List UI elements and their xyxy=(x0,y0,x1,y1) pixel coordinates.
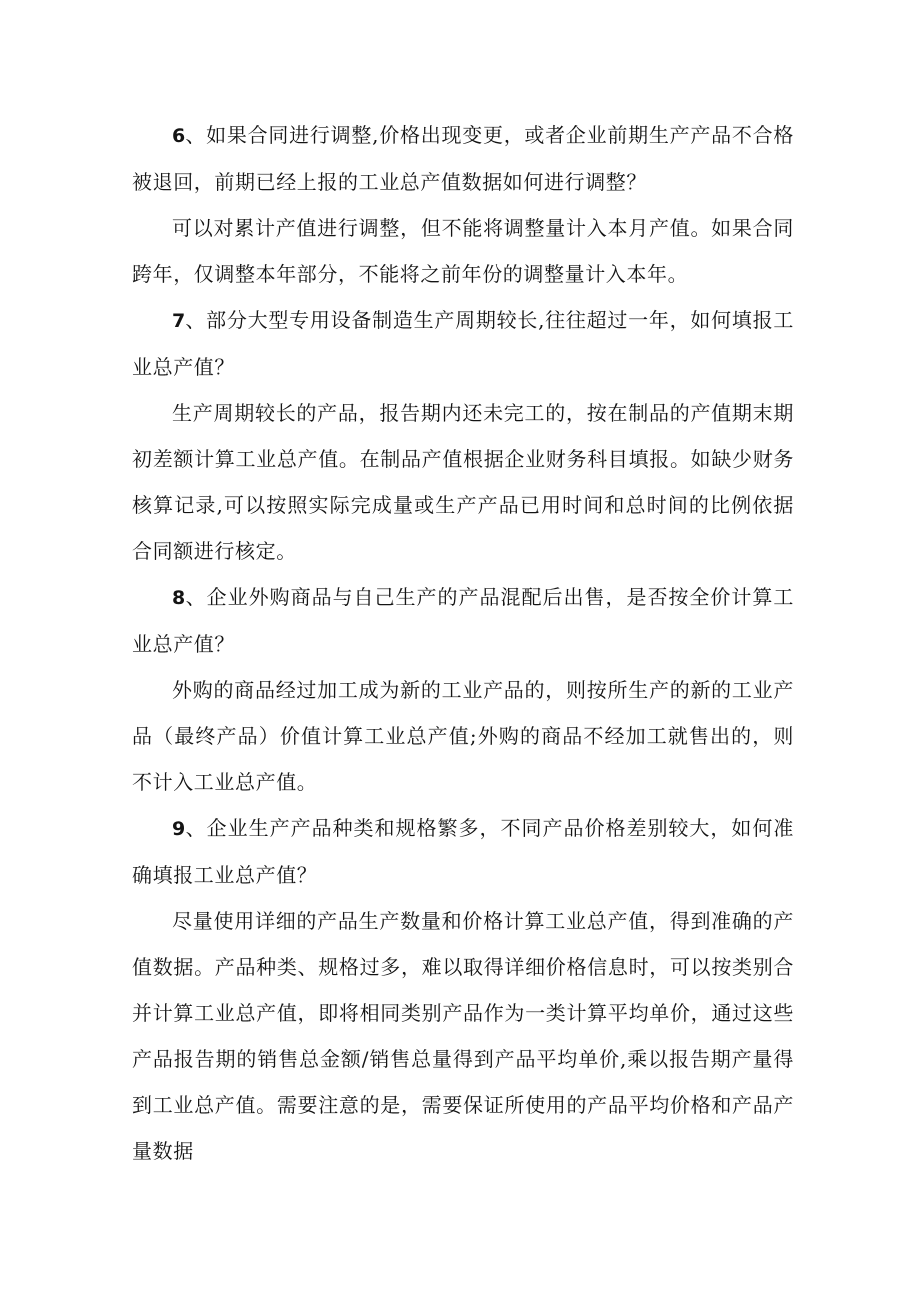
answer-7: 生产周期较长的产品，报告期内还未完工的，按在制品的产值期末期初差额计算工业总产值。在制品产值根据企业财务科目填报。如缺少财务核算记录,可以按照实际完成量或生产产品已用时间和总时间的比例依据合同额进行核定。 xyxy=(132,401,794,563)
answer-6: 可以对累计产值进行调整，但不能将调整量计入本月产值。如果合同跨年，仅调整本年部分，不能将之前年份的调整量计入本年。 xyxy=(132,216,794,286)
question-number: 8 xyxy=(172,587,186,609)
question-number: 7 xyxy=(172,310,186,332)
document-body xyxy=(132,112,794,1174)
question-7 xyxy=(132,297,794,390)
question-text: 、部分大型专用设备制造生产周期较长,往往超过一年，如何填报工业总产值？ xyxy=(132,308,794,379)
answer-8: 外购的商品经过加工成为新的工业产品的，则按所生产的新的工业产品（最终产品）价值计算工业总产值;外购的商品不经加工就售出的，则不计入工业总产值。 xyxy=(132,678,794,794)
question-6 xyxy=(132,112,794,205)
question-9 xyxy=(132,805,794,898)
question-text: 、企业外购商品与自己生产的产品混配后出售，是否按全价计算工业总产值？ xyxy=(132,585,794,656)
question-number: 9 xyxy=(172,818,186,840)
answer-9: 尽量使用详细的产品生产数量和价格计算工业总产值，得到准确的产值数据。产品种类、规格过多，难以取得详细价格信息时，可以按类别合并计算工业总产值，即将相同类别产品作为一类计算平均单价，通过这些产品报告期的销售总金额/销售总量得到产品平均单价,乘以报告期产量得到工业总产值。需要注意的是，需要保证所使用的产品平均价格和产品产量数据 xyxy=(132,909,794,1163)
question-text: 、如果合同进行调整,价格出现变更，或者企业前期生产产品不合格被退回，前期已经上报的工业总产值数据如何进行调整？ xyxy=(132,123,794,194)
question-8 xyxy=(132,574,794,667)
question-number: 6 xyxy=(172,125,186,147)
question-text: 、企业生产产品种类和规格繁多，不同产品价格差别较大，如何准确填报工业总产值？ xyxy=(132,816,794,887)
